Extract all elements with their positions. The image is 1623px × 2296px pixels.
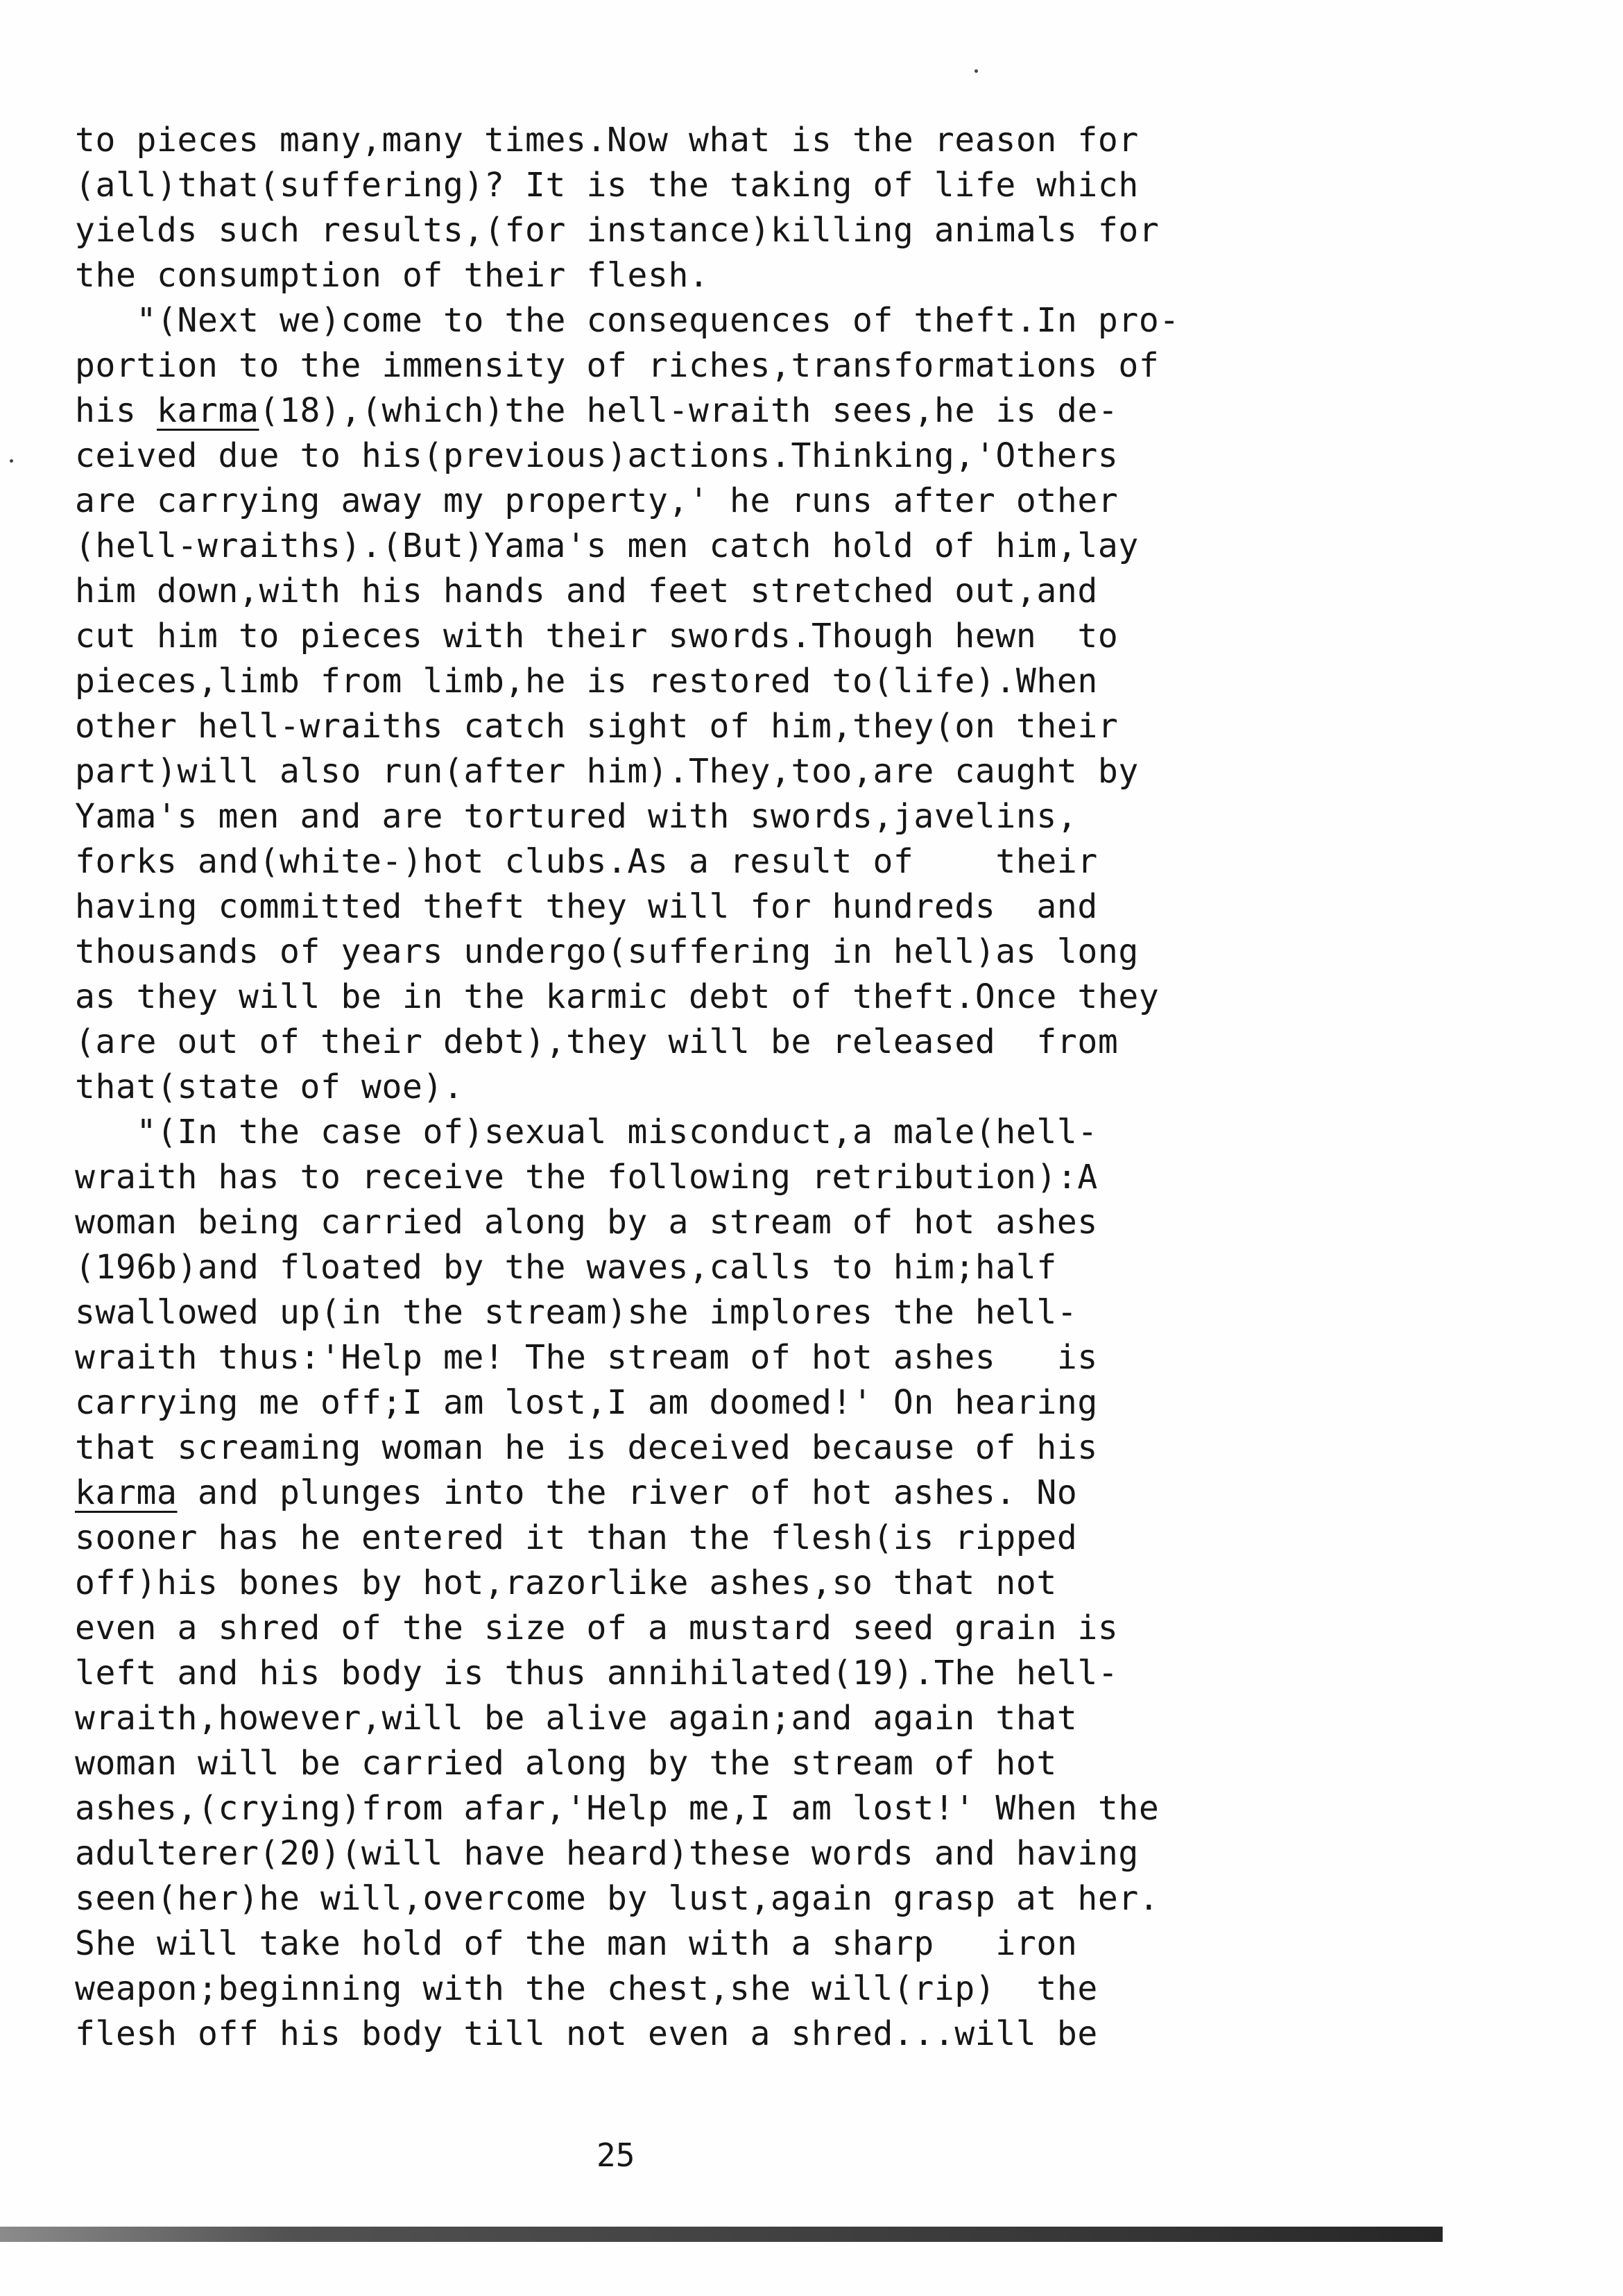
text-line: (are out of their debt),they will be released from (75, 1022, 1119, 1061)
text-line: carrying me off;I am lost,I am doomed!' On hearing (75, 1383, 1098, 1422)
text-line: (all)that(suffering)? It is the taking of life which (75, 166, 1139, 205)
text-line: yields such results,(for instance)killing animals for (75, 211, 1160, 250)
text-line: as they will be in the karmic debt of theft.Once they (75, 977, 1160, 1016)
text-line: Yama's men and are tortured with swords,javelins, (75, 797, 1078, 836)
underlined-term: karma (157, 391, 259, 430)
scan-edge-artifact (0, 2227, 1443, 2242)
text-line: to pieces many,many times.Now what is the reason for (75, 121, 1139, 160)
text-line: that(state of woe). (75, 1068, 464, 1106)
text-line: woman will be carried along by the stream of hot (75, 1744, 1057, 1783)
text-line: She will take hold of the man with a sharp iron (75, 1924, 1078, 1963)
text-line: woman being carried along by a stream of hot ashes (75, 1203, 1098, 1242)
text-line: him down,with his hands and feet stretched out,and (75, 572, 1098, 610)
text-segment: and plunges into the river of hot ashes. No (177, 1473, 1078, 1512)
text-line: thousands of years undergo(suffering in hell)as long (75, 932, 1139, 971)
underlined-term: karma (75, 1473, 178, 1512)
text-line: seen(her)he will,overcome by lust,again grasp at her. (75, 1879, 1160, 1918)
text-line: pieces,limb from limb,he is restored to(life).When (75, 662, 1098, 701)
text-line: part)will also run(after him).They,too,are caught by (75, 752, 1139, 791)
text-line: that screaming woman he is deceived because of his (75, 1428, 1098, 1467)
text-line: left and his body is thus annihilated(19).The hell- (75, 1654, 1119, 1693)
text-segment: his (75, 391, 157, 430)
text-line: flesh off his body till not even a shred...will be (75, 2014, 1098, 2053)
text-line: wraith has to receive the following retribution):A (75, 1158, 1098, 1197)
text-line: wraith,however,will be alive again;and again that (75, 1699, 1078, 1738)
text-line (75, 388, 1296, 434)
text-line: even a shred of the size of a mustard seed grain is (75, 1609, 1119, 1647)
text-line: weapon;beginning with the chest,she will(rip) the (75, 1969, 1098, 2008)
text-line: wraith thus:'Help me! The stream of hot ashes is (75, 1338, 1098, 1377)
text-line: having committed theft they will for hundreds and (75, 887, 1098, 926)
text-line: cut him to pieces with their swords.Though hewn to (75, 617, 1119, 656)
text-line: ceived due to his(previous)actions.Thinking,'Others (75, 436, 1119, 475)
text-line: "(In the case of)sexual misconduct,a male(hell- (75, 1113, 1098, 1151)
text-line: "(Next we)come to the consequences of theft.In pro- (75, 301, 1180, 340)
scan-speck (10, 459, 13, 463)
text-line (75, 1471, 1296, 1516)
text-line: forks and(white-)hot clubs.As a result of their (75, 842, 1098, 881)
text-line: portion to the immensity of riches,transformations of (75, 346, 1160, 385)
text-line: swallowed up(in the stream)she implores the hell- (75, 1293, 1078, 1332)
text-line: other hell-wraiths catch sight of him,they(on their (75, 707, 1119, 746)
text-line: adulterer(20)(will have heard)these words and having (75, 1834, 1139, 1873)
text-line: off)his bones by hot,razorlike ashes,so that not (75, 1563, 1057, 1602)
text-line: sooner has he entered it than the flesh(is ripped (75, 1518, 1078, 1557)
body-text (75, 118, 1296, 2057)
text-line: the consumption of their flesh. (75, 256, 710, 295)
text-line: (hell-wraiths).(But)Yama's men catch hold of him,lay (75, 526, 1139, 565)
scan-speck (974, 69, 978, 73)
text-segment: (18),(which)the hell-wraith sees,he is de- (259, 391, 1119, 430)
text-line: (196b)and floated by the waves,calls to him;half (75, 1248, 1057, 1287)
text-line: are carrying away my property,' he runs after other (75, 481, 1119, 520)
text-line: ashes,(crying)from afar,'Help me,I am lost!' When the (75, 1789, 1160, 1828)
page-number: 25 (596, 2136, 635, 2174)
